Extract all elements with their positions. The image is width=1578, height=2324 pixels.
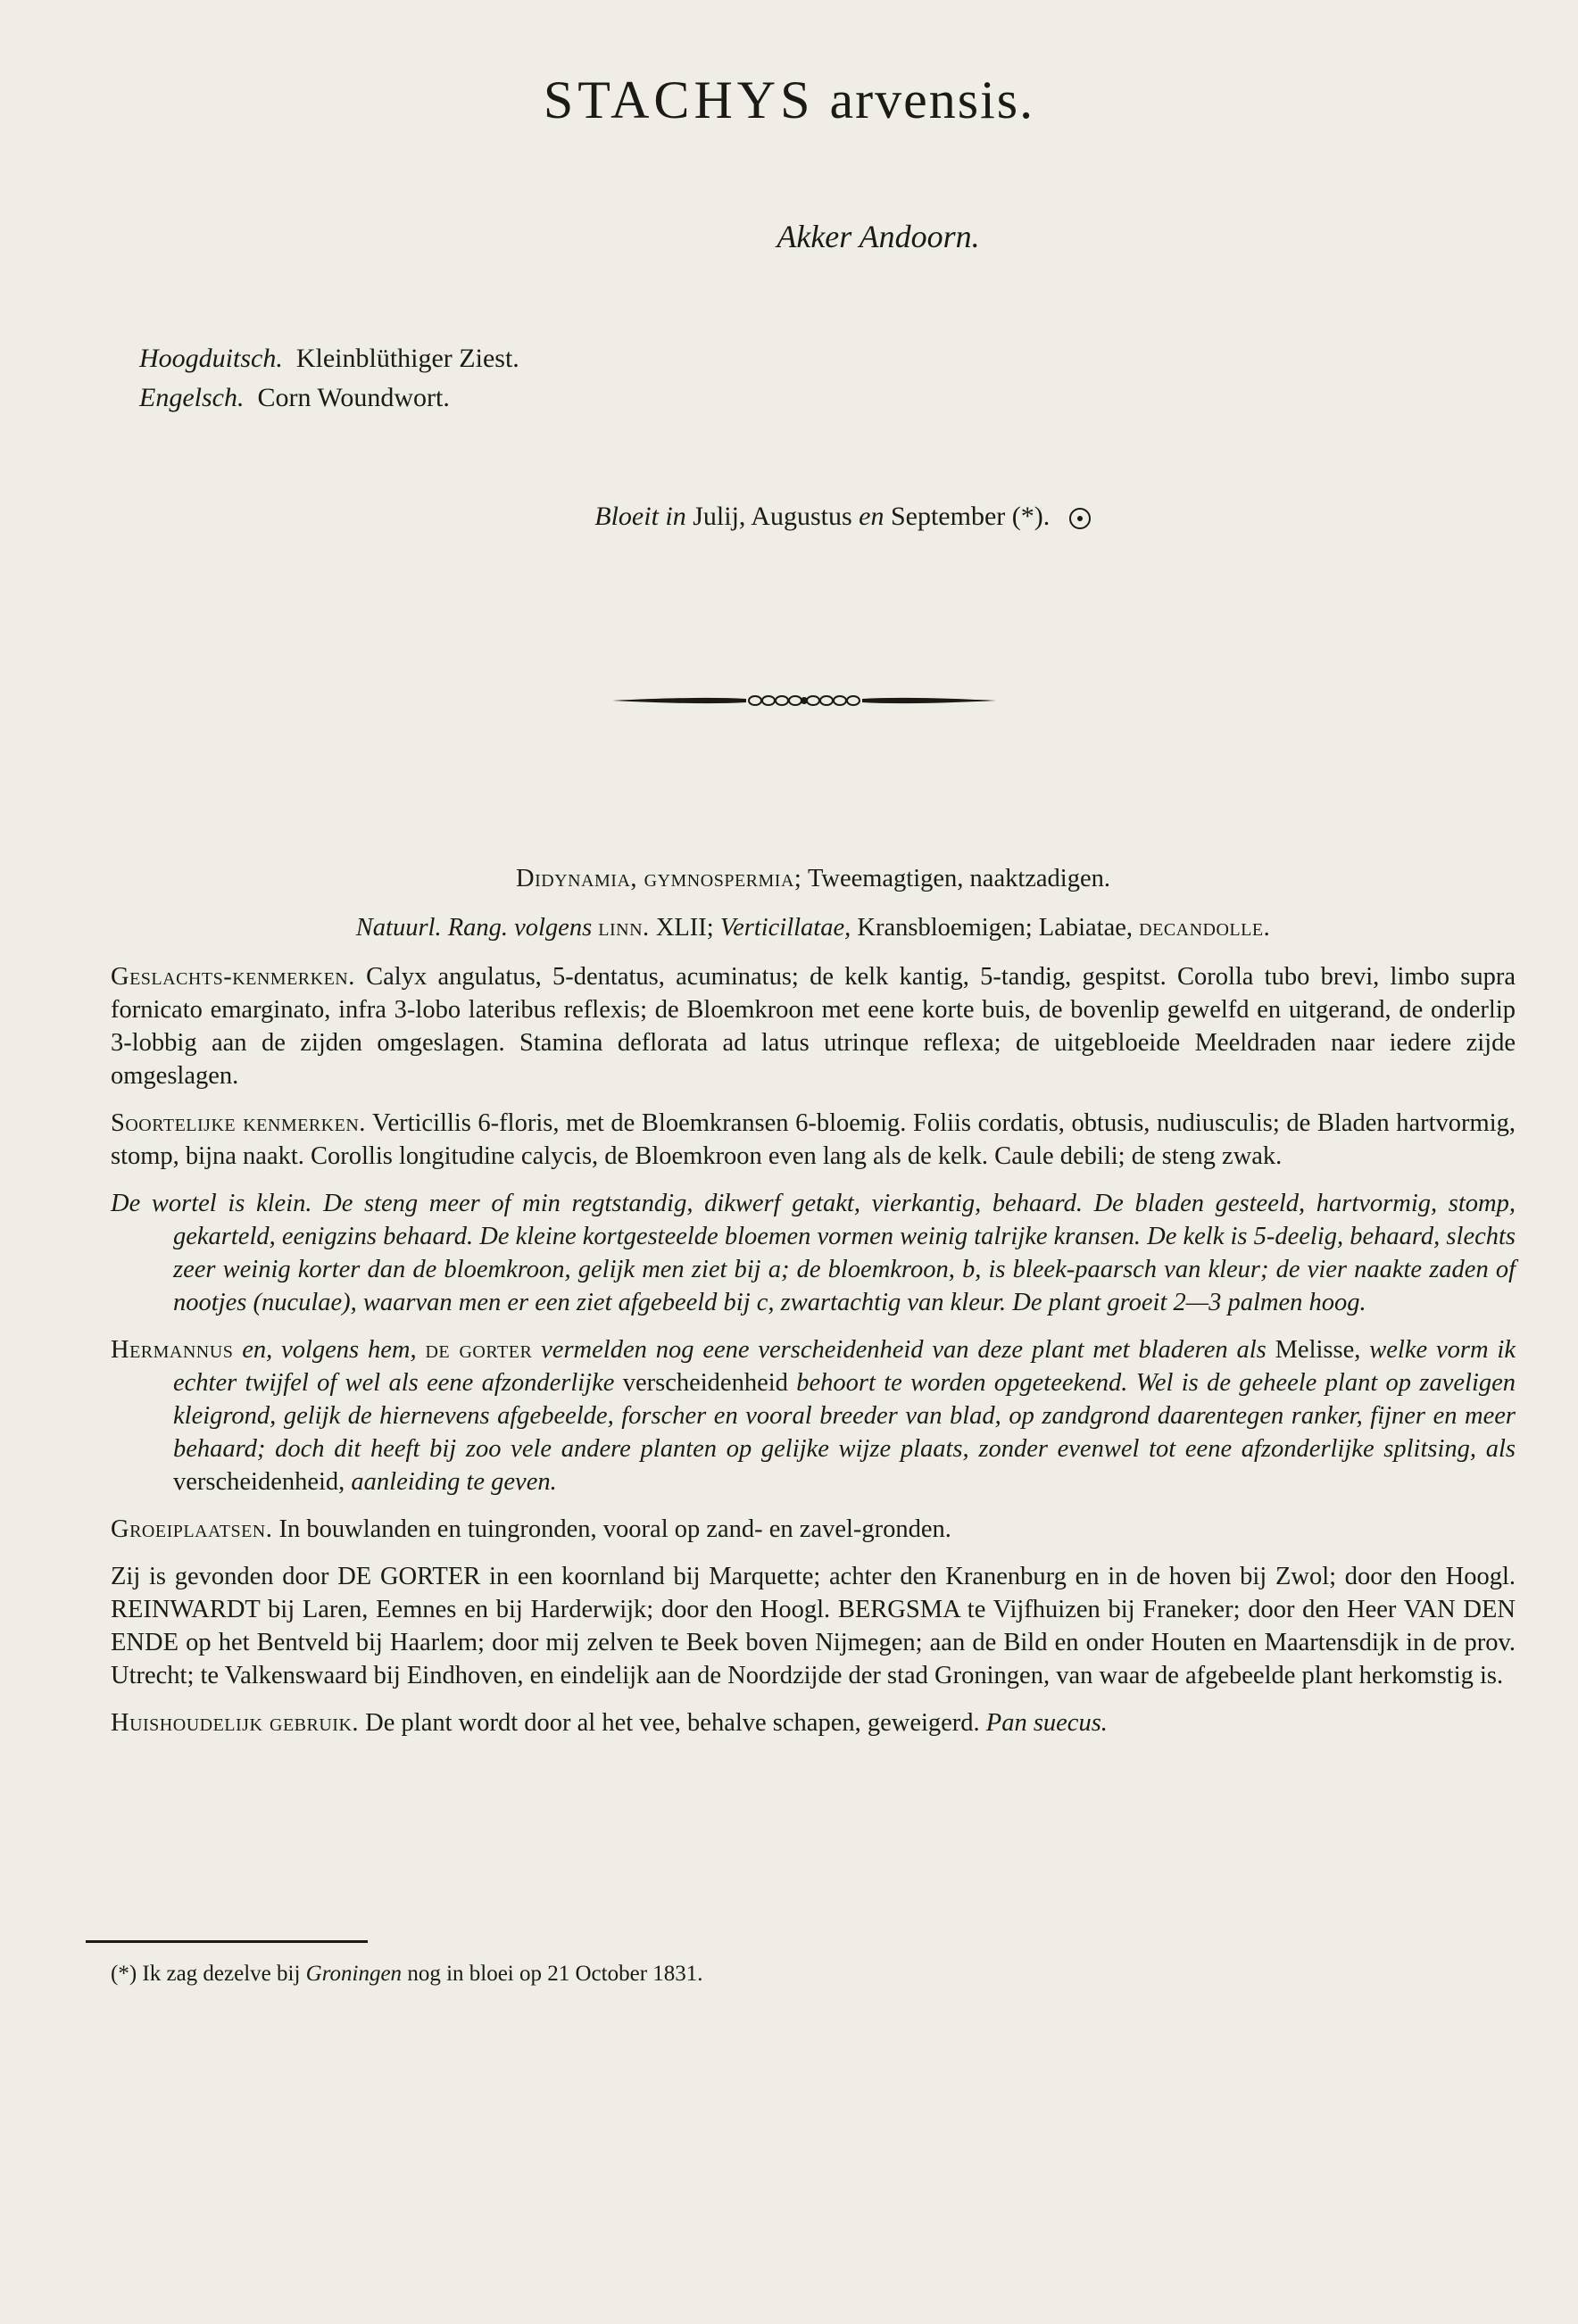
text-fragment: en, volgens hem, <box>242 1336 417 1364</box>
text-fragment: Melisse, <box>1275 1336 1361 1364</box>
text-fragment: aanleiding te geven. <box>351 1468 557 1496</box>
genus-name: STACHYS <box>543 71 815 129</box>
habitat <box>111 1513 1516 1546</box>
ornament-divider-icon <box>612 687 996 714</box>
author-linn: linn. <box>598 914 650 942</box>
class-line <box>111 862 1516 895</box>
species-characters <box>111 1107 1516 1173</box>
author-decandolle: decandolle. <box>1139 914 1271 942</box>
vernacular-name-row <box>139 378 519 418</box>
author-name: Hermannus <box>111 1336 234 1364</box>
vernacular-name: Corn Woundwort. <box>257 383 450 412</box>
species-name: arvensis. <box>829 71 1035 129</box>
family-latin: Verticillatae, <box>719 914 851 942</box>
footnote-text: Ik zag dezelve bij <box>142 1962 301 1986</box>
bloom-prefix: Bloeit in <box>594 502 686 531</box>
section-text: Calyx angulatus, 5-dentatus, acuminatus; de kelk kantig, 5-tandig, gespitst. Corolla tubo brevi, limbo supra fornicato emarginato, infra 3-lobo lateribus reflexis; de Bloemkroon met eene korte buis, de bovenlip gewelfd en uitgerand, de onderlip 3-lobbig aan de zijden omgeslagen. Stamina deflorata ad latus utrinque reflexa; de uitgebloeide Meeldraden naar iedere zijde omgeslagen. <box>111 963 1516 1090</box>
section-text: In bouwlanden en tuingronden, vooral op zand- en zavel-gronden. <box>278 1515 951 1543</box>
plant-description: De wortel is klein. De steng meer of min regtstandig, dikwerf getakt, vierkantig, behaard. De bladen gesteeld, hartvormig, stomp, gekarteld, eenigzins behaard. De kleine kortgesteelde bloemen vormen weinig talrijke kransen. De kelk is 5-deelig, behaard, slechts zeer weinig korter dan de bloemkroon, gelijk men ziet bij a; de bloemkroon, b, is bleek-paarsch van kleur; de vier naakte zaden of nootjes (nuculae), waarvan men er een ziet afgebeeld bij c, zwartachtig van kleur. De plant groeit 2—3 palmen hoog. <box>111 1190 1516 1316</box>
vernacular-name-row <box>139 339 519 378</box>
text-fragment: verscheidenheid, <box>173 1468 345 1496</box>
text-fragment: verscheidenheid <box>622 1369 788 1397</box>
bloom-period <box>0 502 1578 532</box>
section-text: De plant wordt door al het vee, behalve schapen, geweigerd. <box>365 1709 980 1737</box>
section-heading: Soortelijke kenmerken. <box>111 1109 366 1137</box>
variety-note <box>111 1333 1516 1498</box>
language-label: Engelsch. <box>139 383 245 412</box>
main-text <box>111 862 1516 1754</box>
text-fragment: welke vorm ik echter twijfel of wel als eene afzonderlijke <box>173 1336 1516 1397</box>
annual-sign-icon <box>1069 508 1091 529</box>
section-heading: Groeiplaatsen. <box>111 1515 273 1543</box>
section-heading: Huishoudelijk gebruik. <box>111 1709 360 1737</box>
section-heading: Geslachts-kenmerken. <box>111 963 355 991</box>
footnote-text: nog in bloei op 21 October 1831. <box>407 1962 703 1986</box>
use-tail: Pan suecus. <box>985 1709 1108 1737</box>
footnote <box>111 1962 703 1987</box>
bloom-months: Julij, Augustus <box>693 502 852 531</box>
footnote-rule <box>86 1940 368 1943</box>
author-name: de gorter <box>425 1336 533 1364</box>
bloom-en: en <box>859 502 885 531</box>
household-use <box>111 1706 1516 1739</box>
text-fragment: vermelden nog eene verscheidenheid van deze plant met bladeren als <box>541 1336 1267 1364</box>
vernacular-name: Kleinblüthiger Ziest. <box>295 344 519 373</box>
dutch-class: Tweemagtigen, naaktzadigen. <box>807 865 1111 892</box>
family-dutch: Kransbloemigen; Labiatae, <box>857 914 1134 942</box>
footnote-mark: (*) <box>111 1962 137 1986</box>
locations: Zij is gevonden door DE GORTER in een koornland bij Marquette; achter den Kranenburg en in de hoven bij Zwol; door den Hoogl. REINWARDT bij Laren, Eemnes en bij Harderwijk; door den Hoogl. BERGSMA te Vijfhuizen bij Franeker; door den Heer VAN DEN ENDE op het Bentveld bij Haarlem; door mij zelven te Beek boven Nijmegen; aan de Bild en onder Houten en Maartensdijk in de prov. Utrecht; te Valkenswaard bij Eindhoven, en eindelijk aan de Noordzijde der stad Groningen, van waar de afgebeelde plant herkomstig is. <box>111 1563 1516 1689</box>
text-fragment: behoort te worden opgeteekend. Wel is de geheele plant op zaveligen kleigrond, gelijk de hiernevens afgebeelde, forscher en vooral breeder van blad, op zandgrond daarentegen ranker, fijner en meer behaard; doch dit heeft bij zoo vele andere planten op gelijke wijze plaats, zonder evenwel tot eene afzonderlijke splitsing, als <box>173 1369 1516 1463</box>
vernacular-names <box>139 339 519 418</box>
genus-characters <box>111 960 1516 1092</box>
bloom-last: September (*). <box>890 502 1051 531</box>
order-line <box>111 911 1516 944</box>
rank-number: XLII; <box>655 914 714 942</box>
dutch-name: Akker Andoorn. <box>777 219 980 254</box>
page-title <box>0 70 1578 131</box>
rank-label: Natuurl. Rang. volgens <box>355 914 593 942</box>
language-label: Hoogduitsch. <box>139 344 283 373</box>
linnaean-class: Didynamia, gymnospermia; <box>515 865 802 892</box>
footnote-place: Groningen <box>305 1962 403 1986</box>
section-text: Verticillis 6-floris, met de Bloemkransen 6-bloemig. Foliis cordatis, obtusis, nudiusculis; de Bladen hartvormig, stomp, bijna naakt. Corollis longitudine calycis, de Bloemkroon even lang als de kelk. Caule debili; de steng zwak. <box>111 1109 1516 1170</box>
